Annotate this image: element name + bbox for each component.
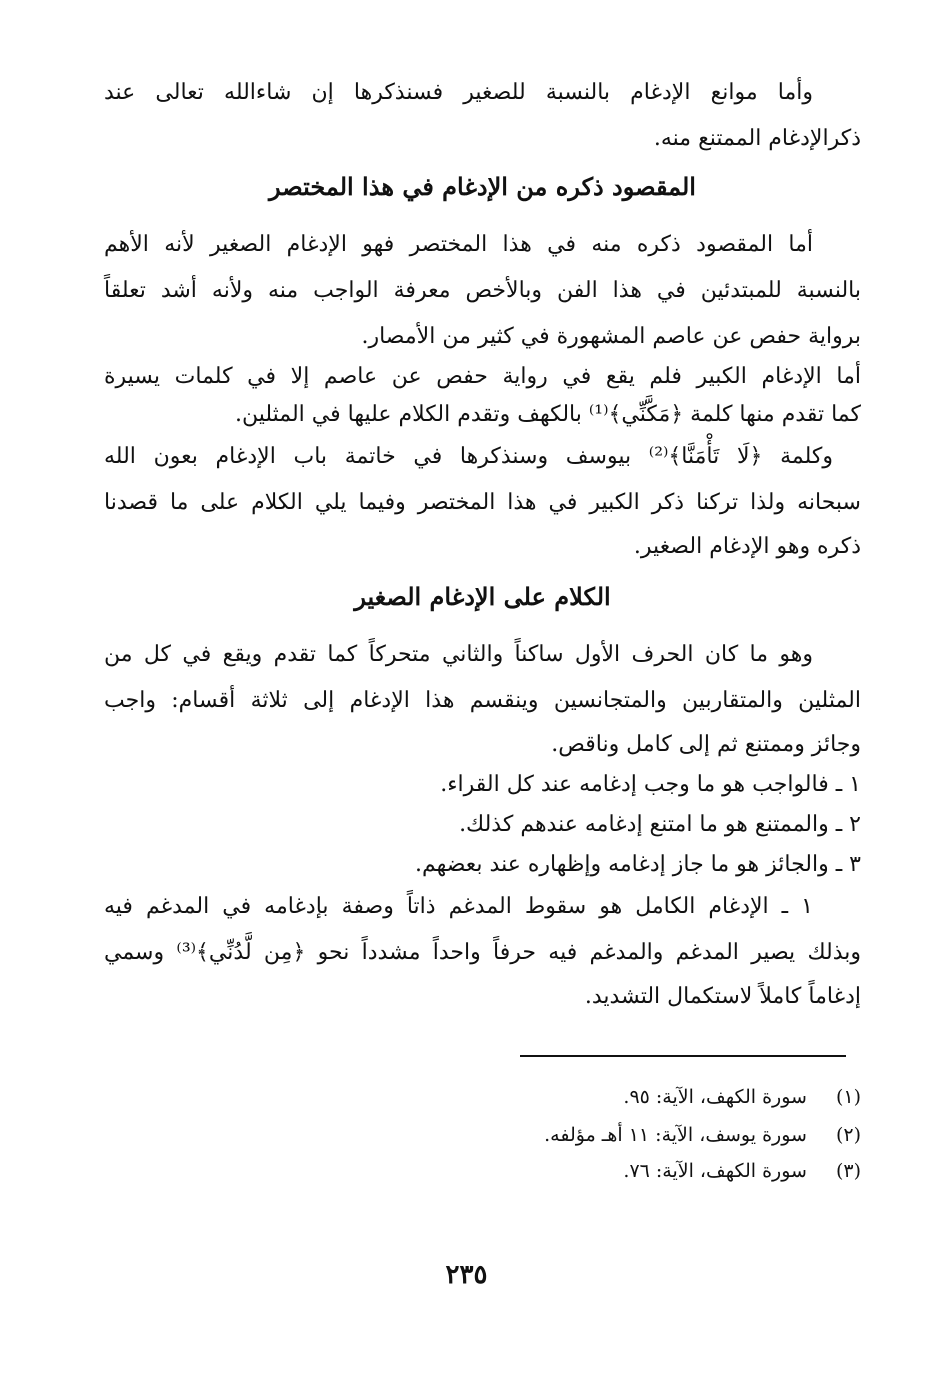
page-number: ٢٣٥ [445, 1260, 488, 1290]
list-item: ٣ ـ والجائز هو ما جاز إدغامه وإظهاره عند بعضهم. [414, 852, 861, 877]
list-item: ٢ ـ والممتنع هو ما امتنع إدغامه عندهم كذلك. [459, 812, 861, 837]
text-line: بالنسبة للمبتدئين في هذا الفن وبالأخص معرفة الواجب منه ولأنه أشد تعلقاً [104, 278, 861, 303]
footnote-number: (٣) [835, 1160, 861, 1182]
footnote [300, 1158, 861, 1184]
text-line: ١ ـ الإدغام الكامل هو سقوط المدغم ذاتاً وصفة بإدغامه في المدغم فيه [104, 894, 813, 919]
footnote-text: سورة الكهف، الآية: ٩٥. [623, 1086, 807, 1108]
text-line: برواية حفص عن عاصم المشهورة في كثير من الأمصار. [361, 324, 861, 349]
text-line: وهو ما كان الحرف الأول ساكناً والثاني متحركاً كما تقدم ويقع في كل من [104, 642, 813, 667]
text-line: كما تقدم منها كلمة ﴿مَكَّنِّي﴾⁽¹⁾ بالكهف وتقدم الكلام عليها في المثلين. [234, 402, 861, 427]
text-line: وأما موانع الإدغام بالنسبة للصغير فسنذكرها إن شاءالله تعالى عند [104, 80, 813, 105]
text-line: أما المقصود ذكره منه في هذا المختصر فهو الإدغام الصغير لأنه الأهم [104, 232, 813, 257]
text-line: وبذلك يصير المدغم والمدغم فيه حرفاً واحداً مشدداً نحو ﴿مِن لَّدُنِّي﴾⁽³⁾ وسمي [104, 940, 861, 965]
text-line: أما الإدغام الكبير فلم يقع في رواية حفص عن عاصم إلا في كلمات يسيرة [104, 364, 861, 389]
text-line: ذكرالإدغام الممتنع منه. [653, 126, 861, 151]
footnote [300, 1084, 861, 1110]
text-line: إدغاماً كاملاً لاستكمال التشديد. [584, 984, 861, 1009]
section-heading: المقصود ذكره من الإدغام في هذا المختصر [269, 172, 696, 201]
text-line: المثلين والمتقاربين والمتجانسين وينقسم هذا الإدغام إلى ثلاثة أقسام: واجب [104, 688, 861, 713]
footnote-number: (١) [835, 1086, 861, 1108]
footnote-separator [520, 1055, 846, 1057]
text-line: وكلمة ﴿لَا تَأْمَنَّا﴾⁽²⁾ بيوسف وسنذكرها في خاتمة باب الإدغام بعون الله [104, 444, 833, 469]
text-line: سبحانه ولذا تركنا ذكر الكبير في هذا المختصر وفيما يلي الكلام على ما قصدنا [104, 490, 861, 515]
footnote-number: (٢) [835, 1124, 861, 1146]
footnote-text: سورة الكهف، الآية: ٧٦. [623, 1160, 807, 1182]
text-line: ذكره وهو الإدغام الصغير. [633, 534, 861, 559]
section-heading: الكلام على الإدغام الصغير [354, 582, 611, 611]
footnote [300, 1122, 861, 1148]
text-line: وجائز وممتنع ثم إلى كامل وناقص. [551, 732, 861, 757]
list-item: ١ ـ فالواجب هو ما وجب إدغامه عند كل القراء. [440, 772, 861, 797]
footnote-text: سورة يوسف، الآية: ١١ أهـ مؤلفه. [544, 1124, 807, 1146]
